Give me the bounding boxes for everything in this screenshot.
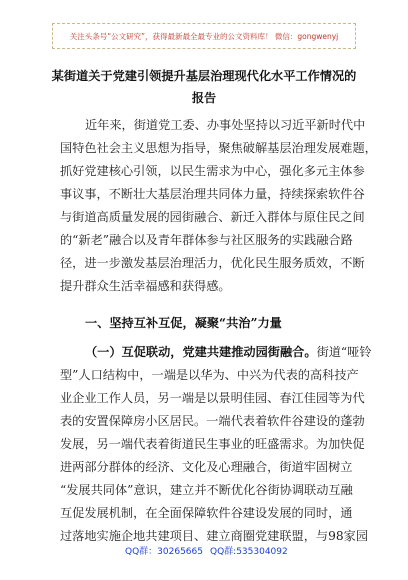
subsection-1-line: 型”人口结构中，一端是以华为、中兴为代表的高科技产 bbox=[60, 368, 359, 382]
intro-line: 国特色社会主义思想为指导，聚焦破解基层治理发展难题， bbox=[60, 141, 377, 155]
subsection-1-line: 表的安置保障房小区居民。一端代表着软件谷建设的蓬勃 bbox=[60, 414, 365, 428]
subsection-1-line: 互促发展机制，在全面保障软件谷建设发展的同时，通 bbox=[60, 506, 353, 520]
qq-group-1: QQ群：30265665 bbox=[125, 547, 203, 557]
subsection-1-line: 过落地实施企地共建项目、建立商圈党建联盟，与98家园 bbox=[60, 529, 369, 543]
qq-group-2: QQ群:535304092 bbox=[210, 547, 288, 557]
promo-banner: 关注头条号“公文研究”，获得最新最全最专业的公文资料库！ 微信：gongwenyj bbox=[52, 23, 356, 49]
intro-line: 径，进一步激发基层治理活力，优化民生服务质效，不断 bbox=[60, 256, 365, 270]
intro-line: 的“新老”融合以及青年群体参与社区服务的实践融合路 bbox=[60, 233, 353, 247]
report-title-line-2: 报告 bbox=[191, 91, 217, 105]
subsection-1-line: 进两部分群体的经济、文化及心理融合，街道牢固树立 bbox=[60, 460, 353, 474]
subsection-1-line: 发展，另一端代表着街道民生事业的旺盛需求。为加快促 bbox=[60, 437, 365, 451]
subsection-1-first-line-rest: 街道“哑铃 bbox=[316, 345, 372, 359]
intro-line: 抓好党建核心引领，以民生需求为中心，强化多元主体参 bbox=[60, 164, 365, 178]
intro-line: 提升群众生活幸福感和获得感。 bbox=[60, 279, 231, 293]
page-footer bbox=[60, 544, 349, 558]
subsection-1-first-line bbox=[85, 344, 372, 361]
intro-line: 近年来，街道党工委、办事处坚持以习近平新时代中 bbox=[85, 118, 366, 132]
subsection-1-line: 业企业工作人员，另一端是以景明佳园、春江佳园等为代 bbox=[60, 391, 365, 405]
section-1-heading: 一、坚持互补互促，凝聚“共治”力量 bbox=[85, 316, 282, 330]
intro-line: 与街道高质量发展的园街融合、新迁入群体与原住民之间 bbox=[60, 210, 365, 224]
report-title-line-1: 某街道关于党建引领提升基层治理现代化水平工作情况的 bbox=[51, 69, 357, 83]
intro-line: 事议事，不断壮大基层治理共同体力量，持续探索软件谷 bbox=[60, 187, 365, 201]
subsection-1-lead: （一）互促联动，党建共建推动园街融合。 bbox=[85, 345, 317, 359]
subsection-1-line: “发展共同体”意识，建立并不断优化谷街协调联动互融 bbox=[60, 483, 353, 497]
